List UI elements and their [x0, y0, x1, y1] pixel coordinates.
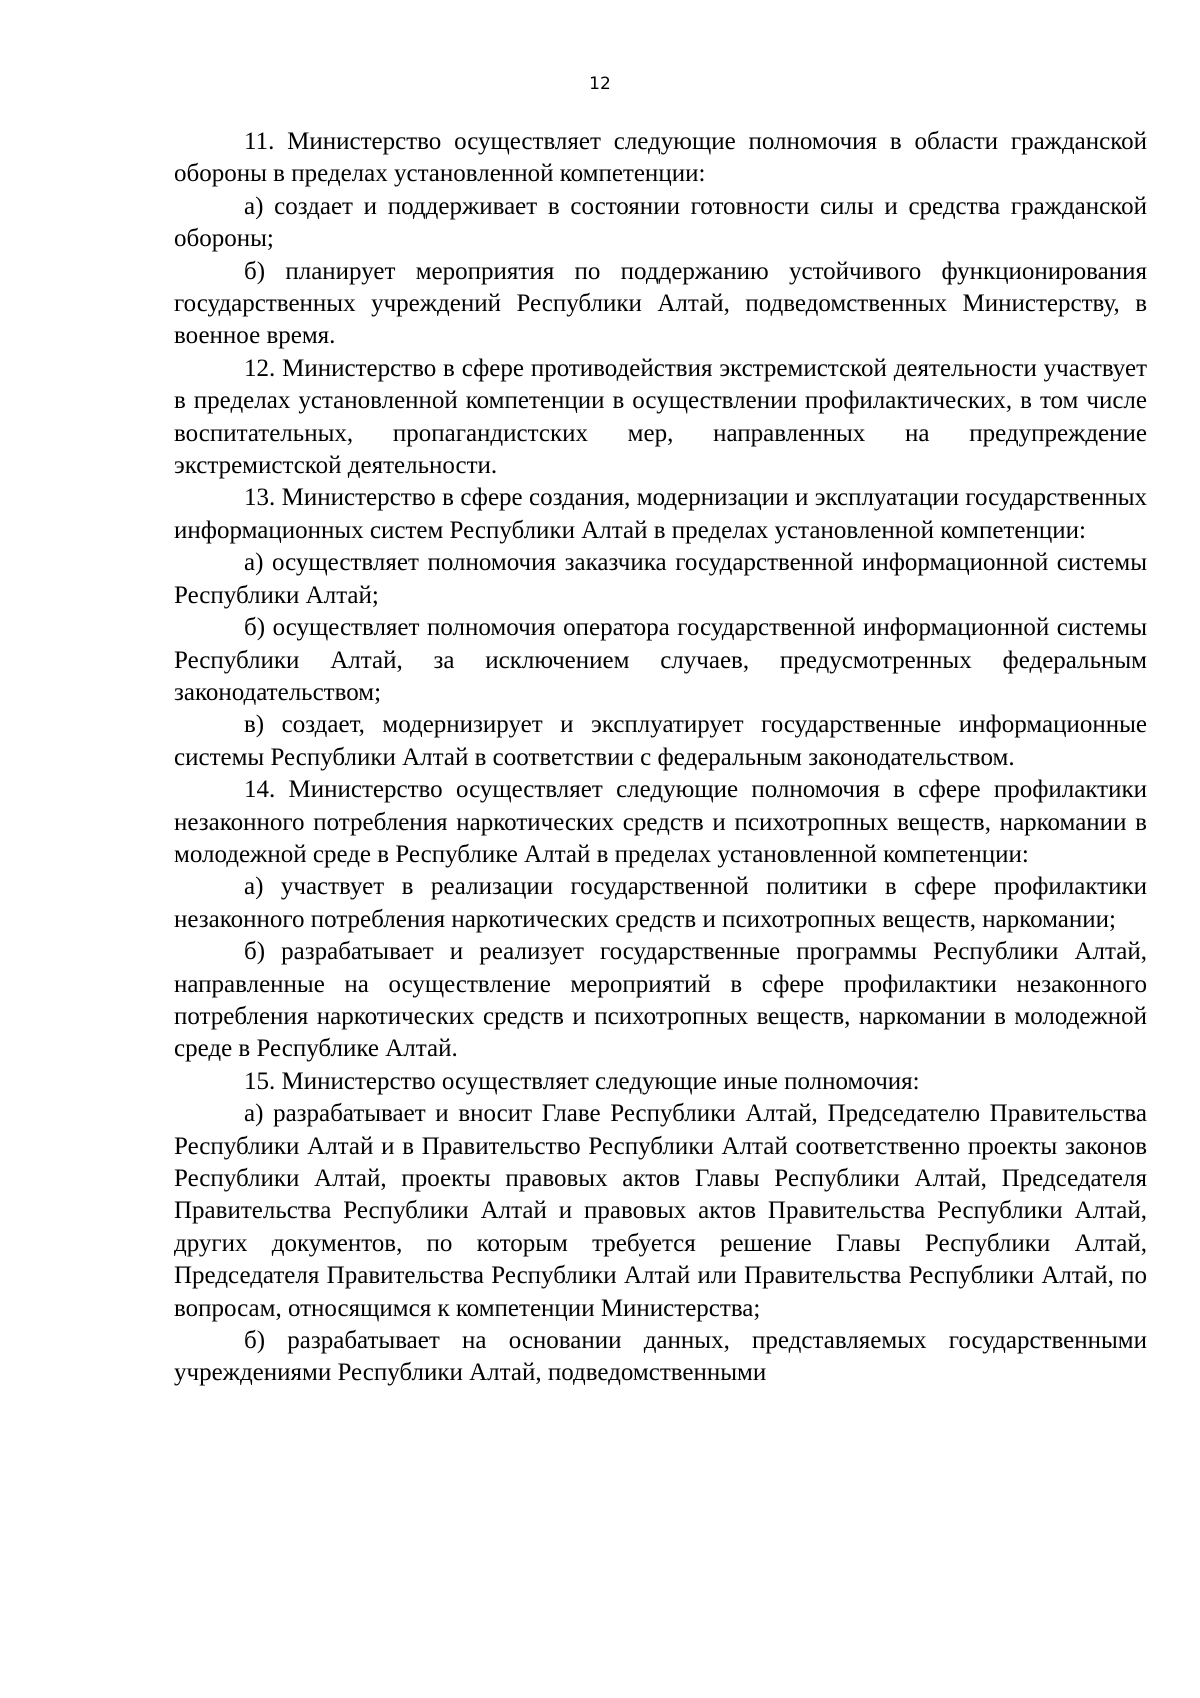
paragraph-15: 15. Министерство осуществляет следующие иные полномочия:: [244, 1067, 920, 1095]
paragraph-12: 12. Министерство в сфере противодействия экстремистской деятельности участвует в пределах установленной компетенции в осуществлении профилактических, в том числе воспитательных, пропагандистских мер, направленных на предупреждение экстремистской деятельности.: [174, 354, 1147, 480]
paragraph-11-b: б) планирует мероприятия по поддержанию устойчивого функционирования государственных учреждений Республики Алтай, подведомственных Министерству, в военное время.: [174, 257, 1147, 350]
document-body: [174, 126, 1147, 1390]
paragraph-11: 11. Министерство осуществляет следующие полномочия в области гражданской обороны в пределах установленной компетенции:: [174, 128, 1147, 188]
page-number: 12: [589, 74, 611, 94]
paragraph-14-a: а) участвует в реализации государственной политики в сфере профилактики незаконного потребления наркотических средств и психотропных веществ, наркомании;: [174, 873, 1147, 933]
paragraph-15-b: б) разрабатывает на основании данных, представляемых государственными учреждениями Республики Алтай, подведомственными: [174, 1327, 1147, 1387]
paragraph-13-v: в) создает, модернизирует и эксплуатирует государственные информационные системы Республики Алтай в соответствии с федеральным законодательством.: [174, 711, 1147, 771]
paragraph-13-a: а) осуществляет полномочия заказчика государственной информационной системы Республики Алтай;: [174, 549, 1147, 609]
paragraph-15-a: а) разрабатывает и вносит Главе Республики Алтай, Председателю Правительства Республики Алтай и в Правительство Республики Алтай соответственно проекты законов Республики Алтай, проекты правовых актов Главы Республики Алтай, Председателя Правительства Республики Алтай и правовых актов Правительства Республики Алтай, других документов, по которым требуется решение Главы Республики Алтай, Председателя Правительства Республики Алтай или Правительства Республики Алтай, по вопросам, относящимся к компетенции Министерства;: [174, 1100, 1147, 1322]
paragraph-14: 14. Министерство осуществляет следующие полномочия в сфере профилактики незаконного потребления наркотических средств и психотропных веществ, наркомании в молодежной среде в Республике Алтай в пределах установленной компетенции:: [174, 776, 1147, 868]
paragraph-14-b: б) разрабатывает и реализует государственные программы Республики Алтай, направленные на осуществление мероприятий в сфере профилактики незаконного потребления наркотических средств и психотропных веществ, наркомании в молодежной среде в Республике Алтай.: [174, 938, 1147, 1063]
paragraph-13: 13. Министерство в сфере создания, модернизации и эксплуатации государственных информационных систем Республики Алтай в пределах установленной компетенции:: [174, 484, 1147, 544]
paragraph-13-b: б) осуществляет полномочия оператора государственной информационной системы Республики Алтай, за исключением случаев, предусмотренных федеральным законодательством;: [174, 614, 1147, 706]
paragraph-11-a: а) создает и поддерживает в состоянии готовности силы и средства гражданской обороны;: [174, 192, 1147, 253]
